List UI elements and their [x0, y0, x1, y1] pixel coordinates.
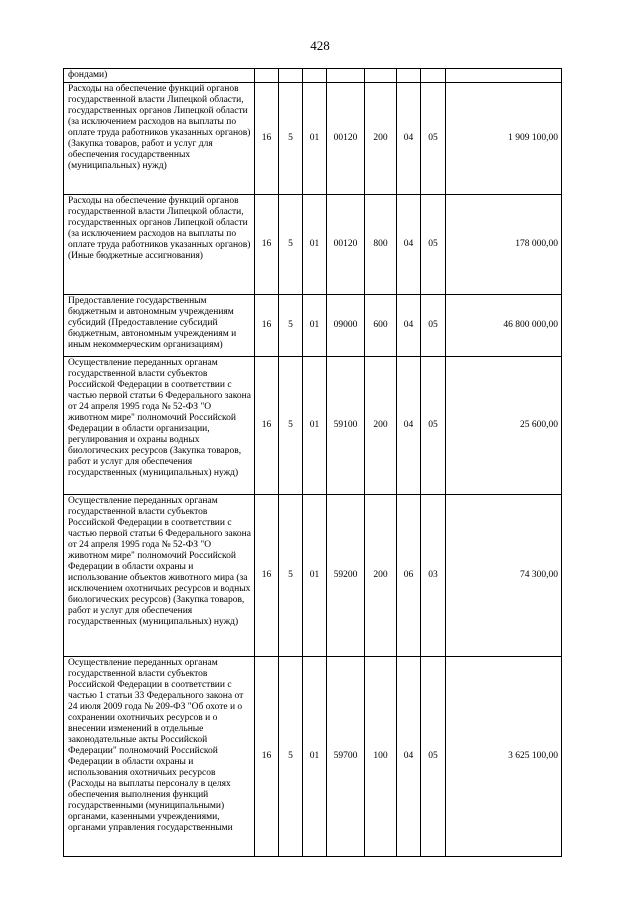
code-cell: 59200	[327, 495, 365, 657]
table-row	[64, 69, 562, 83]
table-row	[64, 195, 562, 295]
amount-cell: 1 909 100,00	[446, 83, 562, 195]
code-cell: 05	[421, 83, 446, 195]
amount-cell: 178 000,00	[446, 195, 562, 295]
amount-cell: 3 625 100,00	[446, 657, 562, 857]
row-description: фондами)	[64, 69, 255, 83]
code-cell: 01	[303, 295, 327, 357]
code-cell: 16	[255, 83, 279, 195]
code-cell	[365, 69, 397, 83]
code-cell: 59100	[327, 357, 365, 495]
code-cell: 16	[255, 357, 279, 495]
code-cell	[397, 69, 421, 83]
code-cell: 800	[365, 195, 397, 295]
amount-cell	[446, 69, 562, 83]
code-cell: 01	[303, 495, 327, 657]
code-cell	[303, 69, 327, 83]
table-row	[64, 657, 562, 857]
table-row	[64, 495, 562, 657]
code-cell: 200	[365, 357, 397, 495]
code-cell: 04	[397, 83, 421, 195]
code-cell: 5	[279, 357, 303, 495]
code-cell: 200	[365, 83, 397, 195]
code-cell: 01	[303, 657, 327, 857]
row-description: Осуществление переданных органам государственной власти субъектов Российской Федерации в соответствии с частью первой статьи 6 Федерального закона от 24 апреля 1995 года № 52-ФЗ "О животном мире" полномочий Российской Федерации в области охраны и использование объектов животного мира (за исключением охотничьих ресурсов и водных биологических ресурсов) (Закупка товаров, работ и услуг для обеспечения государственных (муниципальных) нужд)	[64, 495, 255, 657]
budget-table	[63, 68, 562, 857]
code-cell: 05	[421, 657, 446, 857]
code-cell: 5	[279, 195, 303, 295]
code-cell: 5	[279, 295, 303, 357]
code-cell: 00120	[327, 195, 365, 295]
row-description: Предоставление государственным бюджетным и автономным учреждениям субсидий (Предоставление субсидий бюджетным, автономным учреждениям и иным некоммерческим организациям)	[64, 295, 255, 357]
table-row	[64, 357, 562, 495]
row-description: Осуществление переданных органам государственной власти субъектов Российской Федерации в соответствии с частью 1 статьи 33 Федерального закона от 24 июля 2009 года № 209-ФЗ "Об охоте и о сохранении охотничьих ресурсов и о внесении изменений в отдельные законодательные акты Российской Федерации" полномочий Российской Федерации в области охраны и использования охотничьих ресурсов (Расходы на выплаты персоналу в целях обеспечения выполнения функций государственными (муниципальными) органами, казенными учреждениями, органами управления государственными	[64, 657, 255, 857]
code-cell: 05	[421, 195, 446, 295]
code-cell: 06	[397, 495, 421, 657]
table-row	[64, 83, 562, 195]
code-cell: 04	[397, 295, 421, 357]
code-cell: 16	[255, 657, 279, 857]
code-cell: 16	[255, 195, 279, 295]
code-cell: 5	[279, 657, 303, 857]
code-cell: 5	[279, 495, 303, 657]
code-cell: 05	[421, 295, 446, 357]
code-cell: 04	[397, 357, 421, 495]
page-number: 428	[310, 38, 330, 53]
code-cell: 04	[397, 657, 421, 857]
code-cell	[327, 69, 365, 83]
code-cell: 5	[279, 83, 303, 195]
code-cell: 200	[365, 495, 397, 657]
code-cell: 09000	[327, 295, 365, 357]
row-description: Осуществление переданных органам государственной власти субъектов Российской Федерации в соответствии с частью первой статьи 6 Федерального закона от 24 апреля 1995 года № 52-ФЗ "О животном мире" полномочий Российской Федерации в области организации, регулирования и охраны водных биологических ресурсов (Закупка товаров, работ и услуг для обеспечения государственных (муниципальных) нужд)	[64, 357, 255, 495]
code-cell: 04	[397, 195, 421, 295]
amount-cell: 46 800 000,00	[446, 295, 562, 357]
code-cell	[255, 69, 279, 83]
table-row	[64, 295, 562, 357]
code-cell: 16	[255, 295, 279, 357]
code-cell: 03	[421, 495, 446, 657]
code-cell	[279, 69, 303, 83]
code-cell: 100	[365, 657, 397, 857]
amount-cell: 25 600,00	[446, 357, 562, 495]
code-cell: 01	[303, 195, 327, 295]
code-cell: 05	[421, 357, 446, 495]
code-cell: 59700	[327, 657, 365, 857]
code-cell: 600	[365, 295, 397, 357]
amount-cell: 74 300,00	[446, 495, 562, 657]
row-description: Расходы на обеспечение функций органов государственной власти Липецкой области, государственных органов Липецкой области (за исключением расходов на выплаты по оплате труда работников указанных органов) (Иные бюджетные ассигнования)	[64, 195, 255, 295]
code-cell	[421, 69, 446, 83]
code-cell: 16	[255, 495, 279, 657]
code-cell: 01	[303, 83, 327, 195]
code-cell: 00120	[327, 83, 365, 195]
code-cell: 01	[303, 357, 327, 495]
row-description: Расходы на обеспечение функций органов государственной власти Липецкой области, государственных органов Липецкой области (за исключением расходов на выплаты по оплате труда работников указанных органов) (Закупка товаров, работ и услуг для обеспечения государственных (муниципальных) нужд)	[64, 83, 255, 195]
